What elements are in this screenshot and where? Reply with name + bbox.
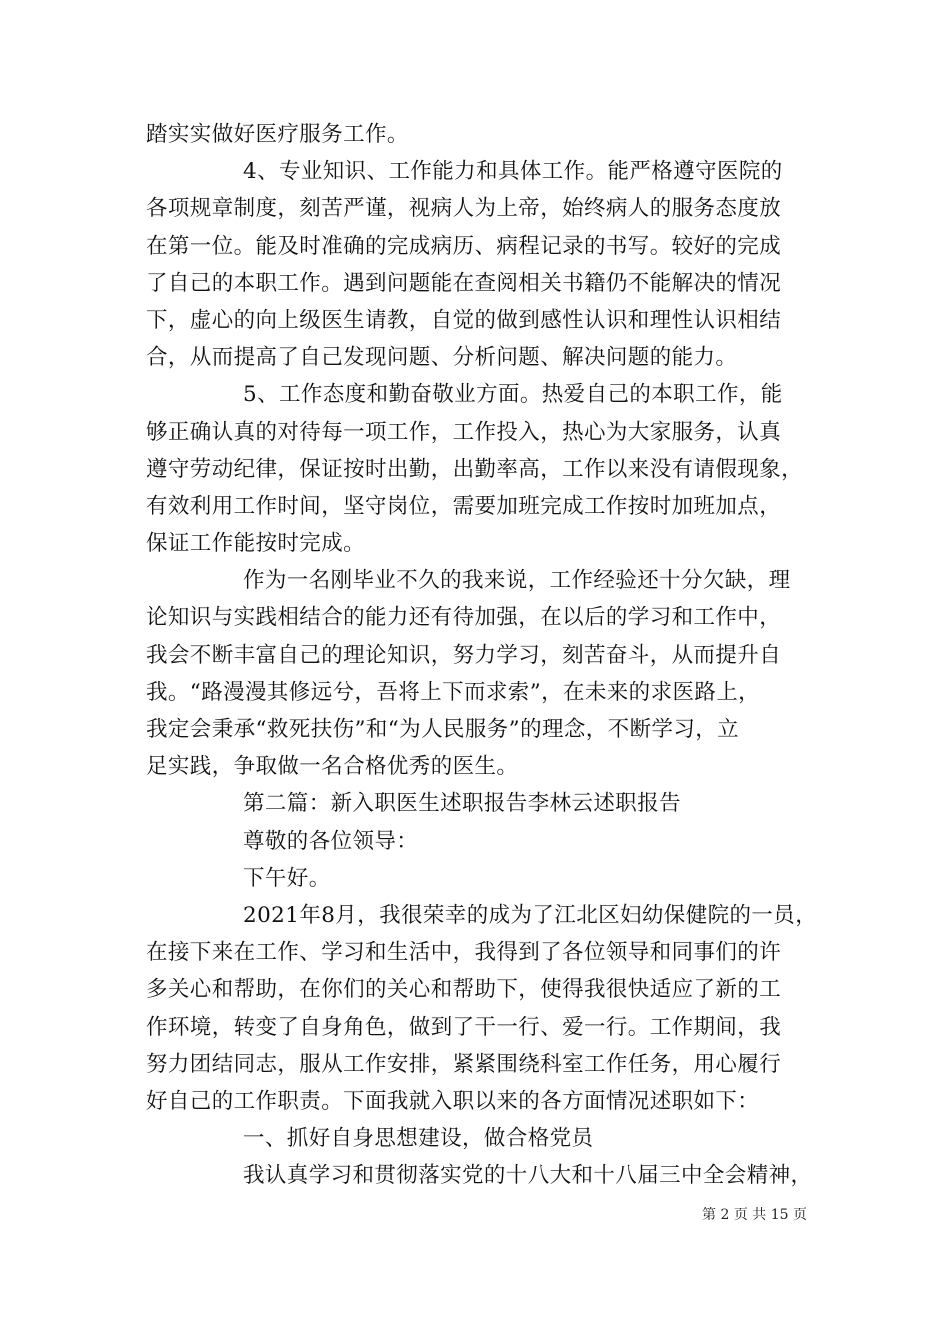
body-line: 各项规章制度，刻苦严谨，视病人为上帝，始终病人的服务态度放	[146, 196, 782, 222]
body-line: 尊敬的各位领导：	[243, 828, 419, 854]
body-line: 第二篇：新入职医生述职报告李林云述职报告	[243, 791, 682, 817]
body-line: 我认真学习和贯彻落实党的十八大和十八届三中全会精神，	[243, 1163, 813, 1189]
body-line: 下，虚心的向上级医生请教，自觉的做到感性认识和理性认识相结	[146, 307, 782, 333]
body-line: 合，从而提高了自己发现问题、分析问题、解决问题的能力。	[146, 345, 738, 371]
body-line: 在接下来在工作、学习和生活中，我得到了各位领导和同事们的许	[146, 940, 782, 966]
document-body	[146, 116, 818, 1194]
body-line: 有效利用工作时间，坚守岗位，需要加班完成工作按时加班加点，	[146, 493, 782, 519]
body-line: 我会不断丰富自己的理论知识，努力学习，刻苦奋斗，从而提升自	[146, 642, 782, 668]
body-line: 4、专业知识、工作能力和具体工作。能严格遵守医院的	[243, 159, 783, 185]
body-line: 我。“路漫漫其修远兮，吾将上下而求索”，在未来的求医路上，	[146, 679, 761, 705]
body-line: 了自己的本职工作。遇到问题能在查阅相关书籍仍不能解决的情况	[146, 270, 782, 296]
body-line: 踏实实做好医疗服务工作。	[146, 122, 409, 147]
body-line: 好自己的工作职责。下面我就入职以来的各方面情况述职如下：	[146, 1088, 760, 1114]
body-line: 5、工作态度和勤奋敬业方面。热爱自己的本职工作，能	[243, 382, 783, 408]
body-line: 下午好。	[243, 865, 331, 891]
page-number-footer: 第 2 页 共 15 页	[702, 1207, 807, 1223]
body-line: 多关心和帮助，在你们的关心和帮助下，使得我很快适应了新的工	[146, 977, 782, 1003]
body-line: 作为一名刚毕业不久的我来说，工作经验还十分欠缺，理	[243, 568, 791, 594]
body-line: 遵守劳动纪律，保证按时出勤，出勤率高，工作以来没有请假现象，	[146, 456, 804, 482]
body-line: 2021年8月，我很荣幸的成为了江北区妇幼保健院的一员，	[243, 902, 818, 928]
body-line: 保证工作能按时完成。	[146, 531, 366, 557]
body-line: 论知识与实践相结合的能力还有待加强，在以后的学习和工作中，	[146, 605, 782, 631]
body-line: 努力团结同志，服从工作安排，紧紧围绕科室工作任务，用心履行	[146, 1051, 782, 1077]
body-line: 够正确认真的对待每一项工作，工作投入，热心为大家服务，认真	[146, 419, 782, 445]
body-line: 足实践，争取做一名合格优秀的医生。	[146, 754, 519, 780]
body-line: 我定会秉承“救死扶伤”和“为人民服务”的理念，不断学习，立	[146, 717, 740, 742]
body-line: 一、抓好自身思想建设，做合格党员	[243, 1126, 594, 1152]
body-line: 作环境，转变了自身角色，做到了干一行、爱一行。工作期间，我	[146, 1014, 782, 1040]
body-line: 在第一位。能及时准确的完成病历、病程记录的书写。较好的完成	[146, 233, 782, 259]
